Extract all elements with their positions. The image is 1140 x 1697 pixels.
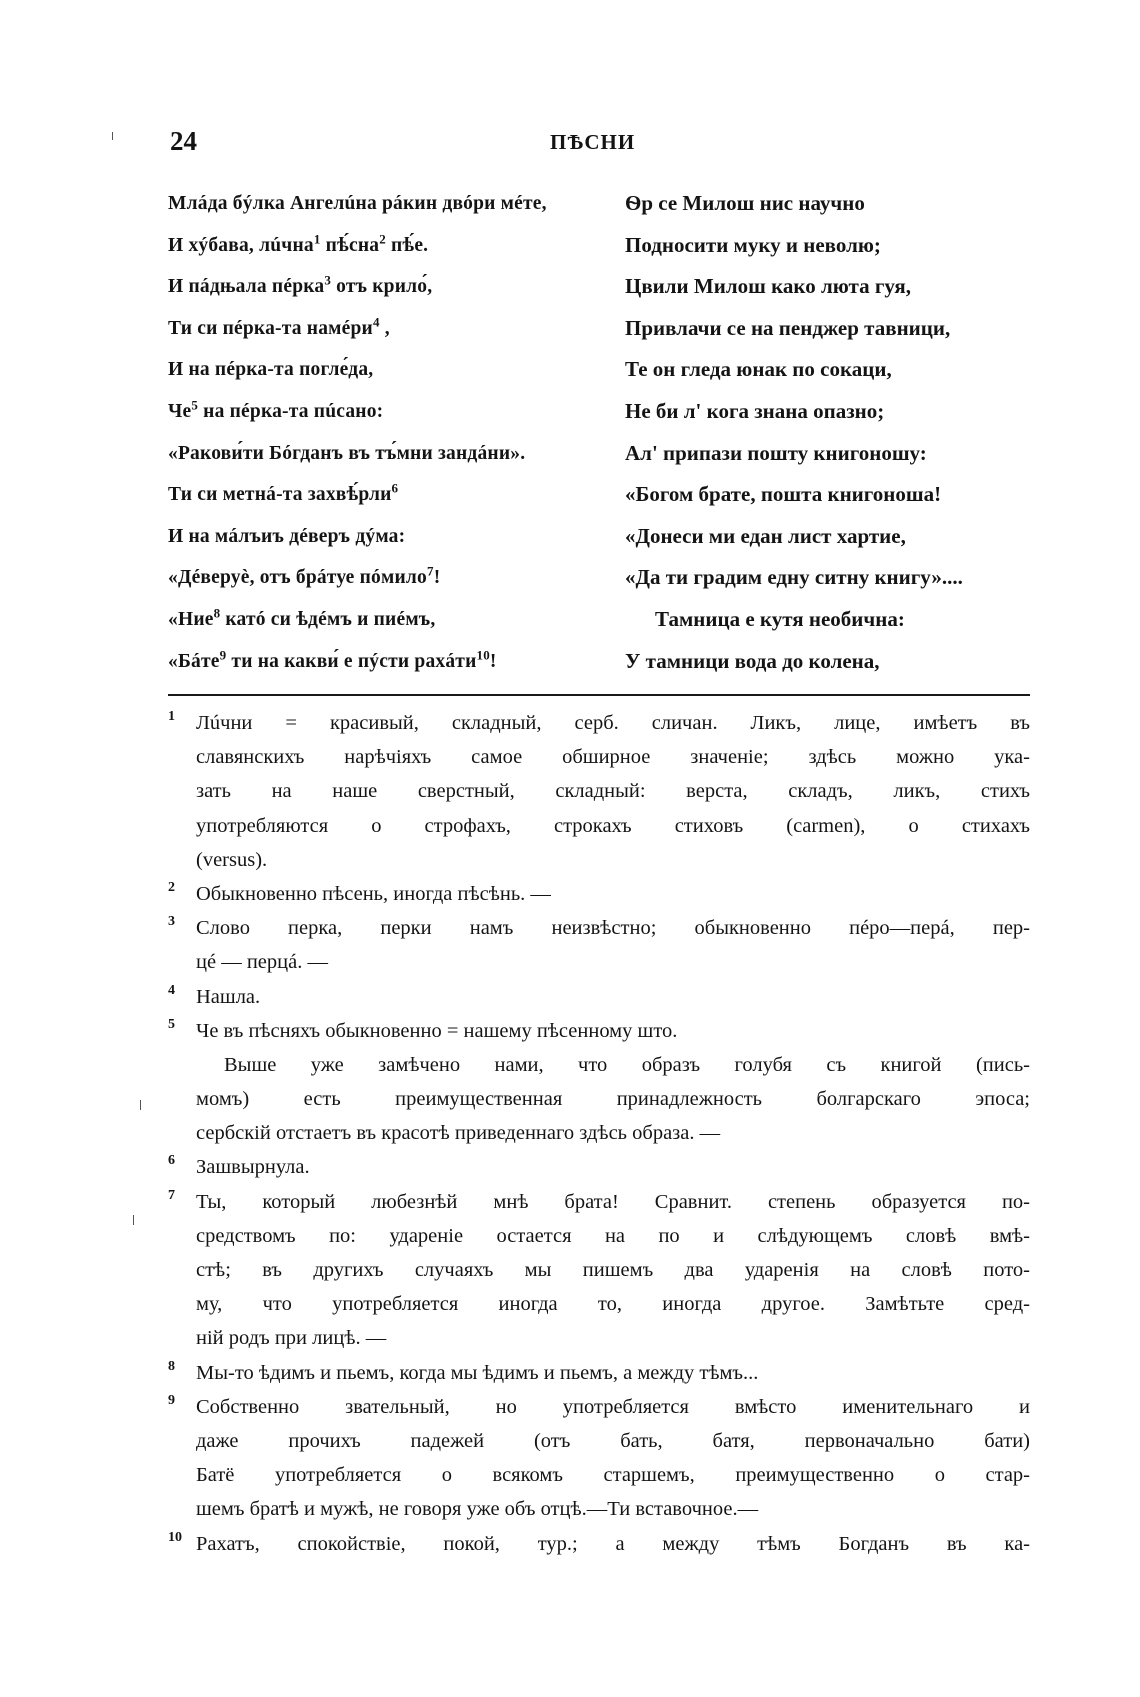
verse-line: Те он гледа юнак по сокаци,: [625, 357, 892, 382]
footnote-ref: 10: [476, 647, 490, 663]
verse-line: «Бáте$^9$ ти на какви́ е пýсти рахáти$^{10}$!: [168, 647, 497, 672]
footnote-ref: 3: [324, 272, 332, 288]
verse-line: Ѳр се Милош нис научно: [625, 191, 865, 215]
page-header: [170, 126, 1030, 158]
verse-line: И на мáлъиъ дéверъ дýма:: [168, 525, 406, 547]
footnote-line: Обыкновенно пѣсень, иногда пѣсѣнь. —: [196, 882, 551, 905]
footnote: [168, 980, 1030, 1014]
page-number: 24: [170, 126, 197, 156]
footnote-line: Мы-то ѣдимъ и пьемъ, когда мы ѣдимъ и пьемъ, а между тѣмъ...: [196, 1361, 759, 1384]
footnote-ref: 6: [391, 480, 399, 496]
verse-line: Млáда бýлка Ангелúна рáкин двóри мéте,: [168, 193, 547, 214]
verse-column-right: [625, 183, 1045, 682]
verse-line: «Донеси ми едан лист хартие,: [625, 523, 906, 548]
footnote-line: Собственно звательный, но употребляется вмѣсто именительнаго и: [196, 1395, 1030, 1418]
footnote-line: Слово перка, перки намъ неизвѣстно; обыкновенно пéро—перá, пер-: [196, 917, 1030, 940]
verse-column-left: [168, 183, 613, 682]
verse-line: Ти си пéрка-та намéри$^4$ ,: [168, 314, 390, 339]
running-title: ПѢСНИ: [550, 130, 636, 154]
verse-line: «Богом брате, пошта книгоноша!: [625, 482, 942, 507]
footnote-line: славянскихъ нарѣчіяхъ самое обширное значеніе; здѣсь можно ука-: [196, 746, 1030, 769]
footnote-number: 5: [168, 1016, 175, 1032]
footnote-ref: 9: [219, 647, 227, 663]
footnote-line: (versus).: [196, 848, 268, 871]
footnote-ref: 5: [191, 397, 199, 413]
verse-line: «Ние$^8$ катó си ѣдéмъ и пиéмъ,: [168, 605, 436, 630]
margin-mark: [112, 132, 113, 140]
footnote-number: 2: [168, 879, 175, 895]
footnote: [168, 1527, 1030, 1561]
footnote-line: му, что употребляется иногда то, иногда другое. Замѣтьте сред-: [196, 1293, 1030, 1316]
footnote-ref: 4: [372, 314, 380, 330]
footnotes: [168, 706, 1030, 1561]
footnote-line: цé — перцá. —: [196, 951, 328, 974]
footnote-divider: [168, 694, 1030, 696]
footnote-line: зать на наше сверстный, складный: верста, складъ, ликъ, стихъ: [196, 780, 1030, 803]
footnote-line: стѣ; въ другихъ случаяхъ мы пишемъ два ударенія на словѣ пото-: [196, 1259, 1030, 1281]
verse-line: «Дéверуè, отъ брáтуе пóмило$^7$!: [168, 563, 441, 589]
footnote-number: 8: [168, 1358, 175, 1374]
footnote-ref: 2: [379, 231, 386, 247]
footnote-line: сербскій отстаетъ въ красотѣ приведеннаго здѣсь образа. —: [196, 1122, 721, 1145]
footnote-ref: 8: [213, 605, 221, 621]
footnote-ref: 1: [313, 231, 321, 247]
verse-line: У тамници вода до колена,: [625, 648, 880, 673]
verse-line: $Че^5$ на пéрка-та пúсано:: [168, 397, 384, 422]
footnote-line: шемъ братѣ и мужѣ, не говоря уже объ отцѣ.—Ти вставочное.—: [196, 1498, 759, 1521]
margin-mark: [140, 1100, 141, 1110]
footnote-number: 7: [168, 1187, 175, 1203]
footnote: [168, 1390, 1030, 1527]
footnote-line: Ты, который любезнѣй мнѣ брата! Сравнит. степень образуется по-: [196, 1190, 1030, 1213]
footnote: [168, 1014, 1030, 1151]
footnote-line: Лúчни = красивый, складный, серб. сличан. Ликъ, лице, имѣетъ въ: [196, 712, 1030, 734]
footnote-number: 3: [168, 914, 175, 930]
footnote: [168, 1150, 1030, 1184]
footnote: [168, 706, 1030, 877]
footnote: [168, 1356, 1030, 1390]
verse-line: «Ракови́ти Бóгданъ въ тъ́мни зандáни».: [168, 442, 526, 464]
footnote-ref: 7: [427, 563, 434, 579]
verse-line: И хýбава, лúчна$^1$ пѣ́сна$^2$ пѣ́е.: [168, 231, 429, 256]
footnote-line: Выше уже замѣчено нами, что образъ голубя съ книгой (пись-: [224, 1053, 1030, 1076]
footnote: [168, 877, 1030, 911]
footnote-line: средствомъ по: удареніе остается на по и слѣдующемъ словѣ вмѣ-: [196, 1224, 1030, 1247]
verse-line: Цвили Милош како люта гуя,: [625, 274, 911, 299]
verse-line: И пáдњала пéрка$^3$ отъ крило́,: [168, 272, 433, 298]
verse-line: Подносити муку и неволю;: [625, 232, 881, 257]
footnote-line: Нашла.: [196, 985, 261, 1008]
footnote-line: Рахатъ, спокойствіе, покой, тур.; а между тѣмъ Богданъ въ ка-: [196, 1532, 1030, 1555]
footnote-line: Батë употребляется о всякомъ старшемъ, преимущественно о стар-: [196, 1464, 1030, 1487]
margin-mark: [133, 1215, 134, 1225]
verse-line: Привлачи се на пенджер тавници,: [625, 315, 951, 340]
footnote-number: 6: [168, 1153, 175, 1169]
footnote-line: момъ) есть преимущественная принадлежность болгарскаго эпоса;: [196, 1088, 1030, 1111]
footnote-number: 10: [168, 1529, 182, 1545]
footnote: [168, 1185, 1030, 1356]
footnote-number: 1: [168, 709, 175, 724]
verse-line: Ал' припази пошту книгоношу:: [625, 440, 927, 465]
footnote-line: ній родъ при лицѣ. —: [196, 1327, 387, 1350]
footnote-line: употребляются о строфахъ, строкахъ стиховъ (carmen), о стихахъ: [196, 814, 1030, 837]
verse-line: Ти си метнá-та захвѣ́рли$^6$: [168, 480, 399, 506]
footnote-number: 4: [168, 982, 175, 998]
footnote-line: Зашвырнула.: [196, 1156, 310, 1179]
verse-line: Не би л' кога знана опазно;: [625, 398, 885, 423]
verse-line: И на пéрка-та погле́да,: [168, 359, 374, 381]
verse-line: Тамница е кутя необична:: [655, 606, 905, 631]
footnote-number: 9: [168, 1392, 175, 1408]
footnote-line: даже прочихъ падежей (отъ бать, батя, первоначально бати): [196, 1429, 1030, 1452]
footnote-line: Че въ пѣсняхъ обыкновенно = нашему пѣсенному што.: [196, 1019, 678, 1042]
footnote: [168, 911, 1030, 979]
verse-line: «Да ти градим едну ситну книгу»....: [625, 565, 963, 590]
